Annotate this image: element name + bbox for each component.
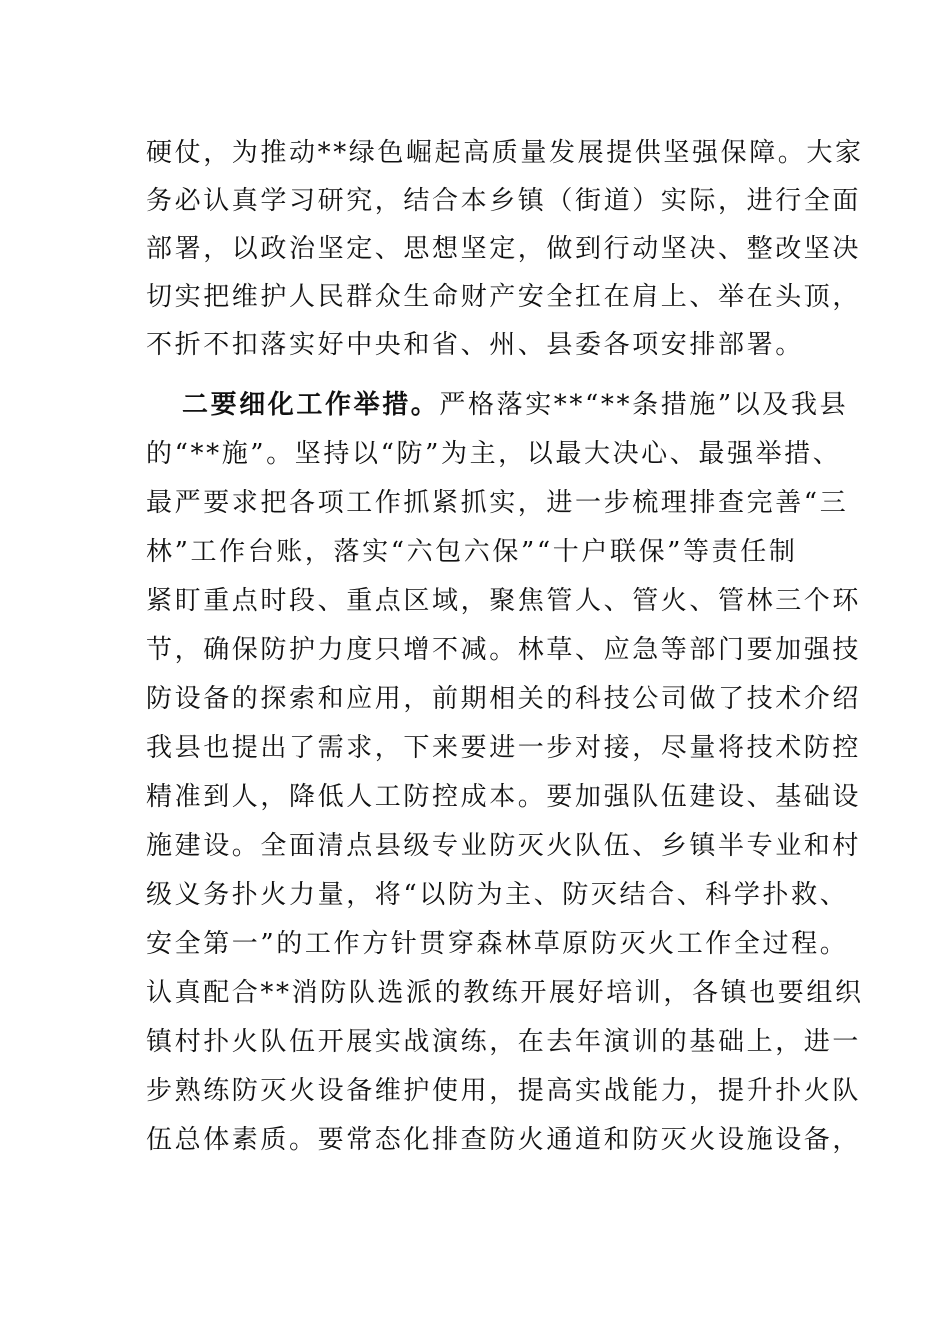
paragraph-2-line-7: 防设备的探索和应用，前期相关的科技公司做了技术介绍 bbox=[146, 684, 862, 714]
paragraph-2-line-2: 的“**施”。坚持以“防”为主，以最大决心、最强举措、 bbox=[146, 439, 842, 469]
paragraph-2-line-16: 伍总体素质。要常态化排查防火通道和防灭火设施设备， bbox=[146, 1125, 862, 1155]
paragraph-2-heading: 二要细化工作举措。 bbox=[182, 390, 440, 420]
paragraph-2-line-9: 精准到人，降低人工防控成本。要加强队伍建设、基础设 bbox=[146, 782, 862, 812]
paragraph-1-line-3: 部署，以政治坚定、思想坚定，做到行动坚决、整改坚决 bbox=[146, 234, 862, 264]
paragraph-2-line-12: 安全第一”的工作方针贯穿森林草原防灭火工作全过程。 bbox=[146, 929, 849, 959]
paragraph-2-first-line bbox=[182, 385, 849, 425]
paragraph-2-line-14: 镇村扑火队伍开展实战演练，在去年演训的基础上，进一 bbox=[146, 1027, 862, 1057]
paragraph-2-line-6: 节，确保防护力度只增不减。林草、应急等部门要加强技 bbox=[146, 635, 862, 665]
paragraph-2-line-11: 级义务扑火力量，将“以防为主、防灭结合、科学扑救、 bbox=[146, 880, 849, 910]
paragraph-2-first-line-text: 严格落实**“**条措施”以及我县 bbox=[439, 390, 849, 420]
paragraph-2-line-8: 我县也提出了需求，下来要进一步对接，尽量将技术防控 bbox=[146, 733, 862, 763]
paragraph-1-line-5: 不折不扣落实好中央和省、州、县委各项安排部署。 bbox=[146, 330, 804, 360]
paragraph-2-line-13: 认真配合**消防队选派的教练开展好培训，各镇也要组织 bbox=[146, 978, 864, 1008]
paragraph-1-line-1: 硬仗，为推动**绿色崛起高质量发展提供坚强保障。大家 bbox=[146, 138, 864, 168]
paragraph-2-line-4: 林”工作台账，落实“六包六保”“十户联保”等责任制 bbox=[146, 537, 798, 567]
paragraph-1-line-2: 务必认真学习研究，结合本乡镇（街道）实际，进行全面 bbox=[146, 186, 862, 216]
paragraph-1-line-4: 切实把维护人民群众生命财产安全扛在肩上、举在头顶， bbox=[146, 282, 862, 312]
paragraph-2-line-15: 步熟练防灭火设备维护使用，提高实战能力，提升扑火队 bbox=[146, 1076, 862, 1106]
paragraph-2-line-5: 紧盯重点时段、重点区域，聚焦管人、管火、管林三个环 bbox=[146, 586, 862, 616]
paragraph-2-line-3: 最严要求把各项工作抓紧抓实，进一步梳理排查完善“三 bbox=[146, 488, 849, 518]
paragraph-2-line-10: 施建设。全面清点县级专业防灭火队伍、乡镇半专业和村 bbox=[146, 831, 862, 861]
